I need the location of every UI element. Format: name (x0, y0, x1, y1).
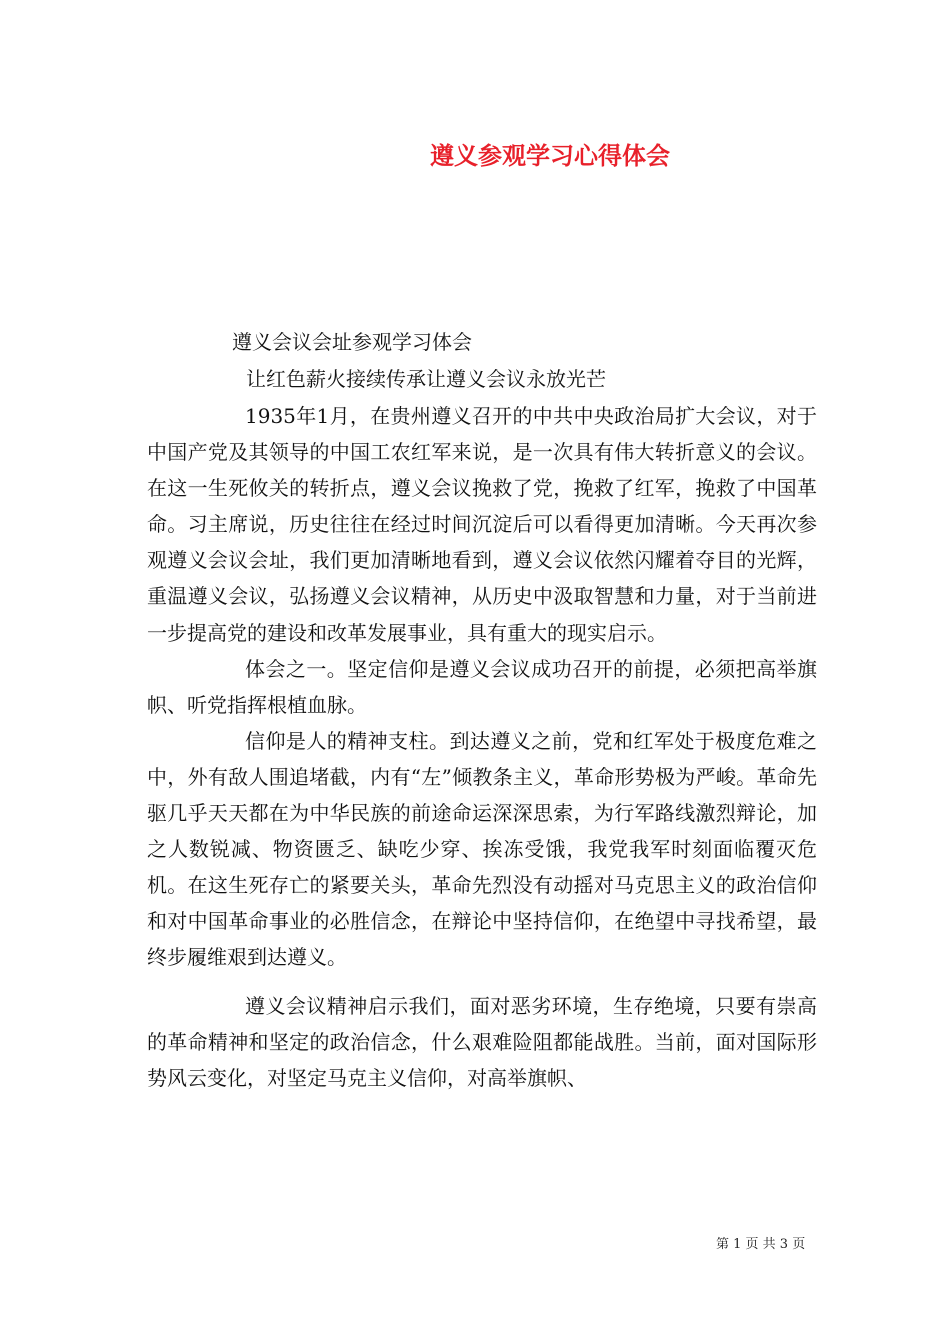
subtitle-1: 遵义会议会址参观学习体会 (232, 330, 472, 354)
document-title: 遵义参观学习心得体会 (430, 141, 670, 170)
paragraph-3: 信仰是人的精神支柱。到达遵义之前，党和红军处于极度危难之中，外有敌人围追堵截，内有“左”倾教条主义，革命形势极为严峻。革命先驱几乎天天都在为中华民族的前途命运深深思索，为行军路线激烈辩论，加之人数锐减、物资匮乏、缺吃少穿、挨冻受饿，我党我军时刻面临覆灭危机。在这生死存亡的紧要关头，革命先烈没有动摇对马克思主义的政治信仰和对中国革命事业的必胜信念，在辩论中坚持信仰，在绝望中寻找希望，最终步履维艰到达遵义。 (147, 728, 817, 970)
document-body (147, 398, 817, 1096)
page-footer: 第 1 页 共 3 页 (716, 1237, 806, 1252)
paragraph-2: 体会之一。坚定信仰是遵义会议成功召开的前提，必须把高举旗帜、听党指挥根植血脉。 (147, 656, 817, 717)
paragraph-1: 1935年1月，在贵州遵义召开的中共中央政治局扩大会议，对于中国产党及其领导的中国工农红军来说，是一次具有伟大转折意义的会议。在这一生死攸关的转折点，遵义会议挽救了党，挽救了红军，挽救了中国革命。习主席说，历史往往在经过时间沉淀后可以看得更加清晰。今天再次参观遵义会议会址，我们更加清晰地看到，遵义会议依然闪耀着夺目的光辉，重温遵义会议，弘扬遵义会议精神，从历史中汲取智慧和力量，对于当前进一步提高党的建设和改革发展事业，具有重大的现实启示。 (147, 404, 817, 645)
subtitle-2: 让红色薪火接续传承让遵义会议永放光芒 (246, 367, 606, 391)
paragraph-4: 遵义会议精神启示我们，面对恶劣环境，生存绝境，只要有崇高的革命精神和坚定的政治信念，什么艰难险阻都能战胜。当前，面对国际形势风云变化，对坚定马克主义信仰，对高举旗帜、 (147, 993, 817, 1090)
